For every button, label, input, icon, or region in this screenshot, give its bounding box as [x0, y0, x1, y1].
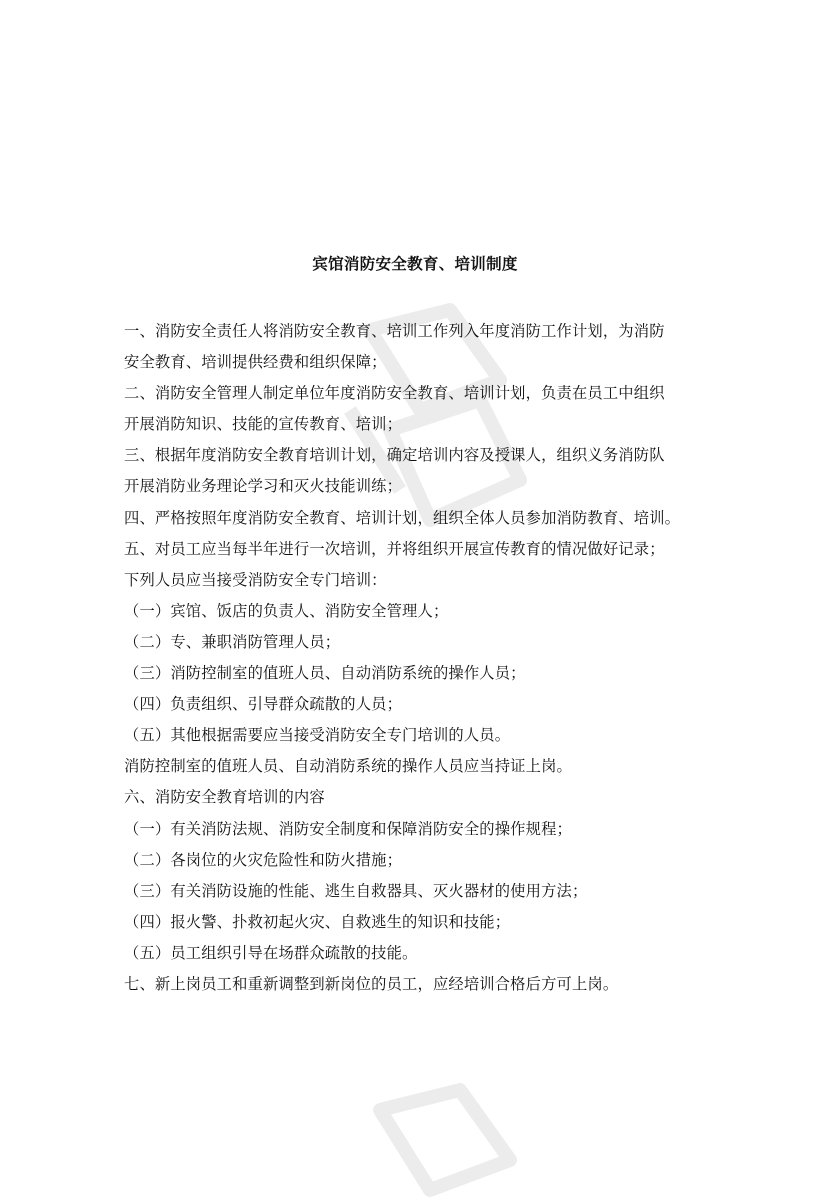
- body-line: 开展消防业务理论学习和灭火技能训练；: [124, 477, 403, 496]
- body-line: 五、对员工应当每半年进行一次培训，并将组织开展宣传教育的情况做好记录；: [124, 539, 665, 558]
- body-line: （三）有关消防设施的性能、逃生自救器具、灭火器材的使用方法；: [124, 881, 588, 900]
- body-line: 三、根据年度消防安全教育培训计划，确定培训内容及授课人，组织义务消防队: [124, 446, 665, 465]
- body-line: 六、消防安全教育培训的内容: [124, 788, 325, 807]
- body-line: （四）负责组织、引导群众疏散的人员；: [124, 695, 403, 714]
- body-line: 安全教育、培训提供经费和组织保障；: [124, 353, 387, 372]
- body-line: 下列人员应当接受消防安全专门培训：: [124, 570, 387, 589]
- body-line: （一）宾馆、饭店的负责人、消防安全管理人；: [124, 601, 449, 620]
- document-title: 宾馆消防安全教育、培训制度: [312, 255, 518, 273]
- body-line: （五）其他根据需要应当接受消防安全专门培训的人员。: [124, 726, 511, 745]
- body-line: 开展消防知识、技能的宣传教育、培训；: [124, 415, 403, 434]
- body-line: （二）专、兼职消防管理人员；: [124, 632, 341, 651]
- body-line: （一）有关消防法规、消防安全制度和保障消防安全的操作规程；: [124, 819, 572, 838]
- body-line: （二）各岗位的火灾危险性和防火措施；: [124, 850, 403, 869]
- document-body: [124, 316, 714, 1000]
- body-line: 四、严格按照年度消防安全教育、培训计划，组织全体人员参加消防教育、培训。: [124, 508, 681, 527]
- body-line: （三）消防控制室的值班人员、自动消防系统的操作人员；: [124, 664, 526, 683]
- body-line: 七、新上岗员工和重新调整到新岗位的员工，应经培训合格后方可上岗。: [124, 974, 619, 993]
- body-line: 消防控制室的值班人员、自动消防系统的操作人员应当持证上岗。: [124, 757, 572, 776]
- body-line: 二、消防安全管理人制定单位年度消防安全教育、培训计划，负责在员工中组织: [124, 384, 665, 403]
- watermark-logo-bottom: [330, 1080, 550, 1200]
- body-line: （五）员工组织引导在场群众疏散的技能。: [124, 943, 418, 962]
- body-line: 一、消防安全责任人将消防安全教育、培训工作列入年度消防工作计划，为消防: [124, 322, 665, 340]
- body-line: （四）报火警、扑救初起火灾、自救逃生的知识和技能；: [124, 912, 511, 931]
